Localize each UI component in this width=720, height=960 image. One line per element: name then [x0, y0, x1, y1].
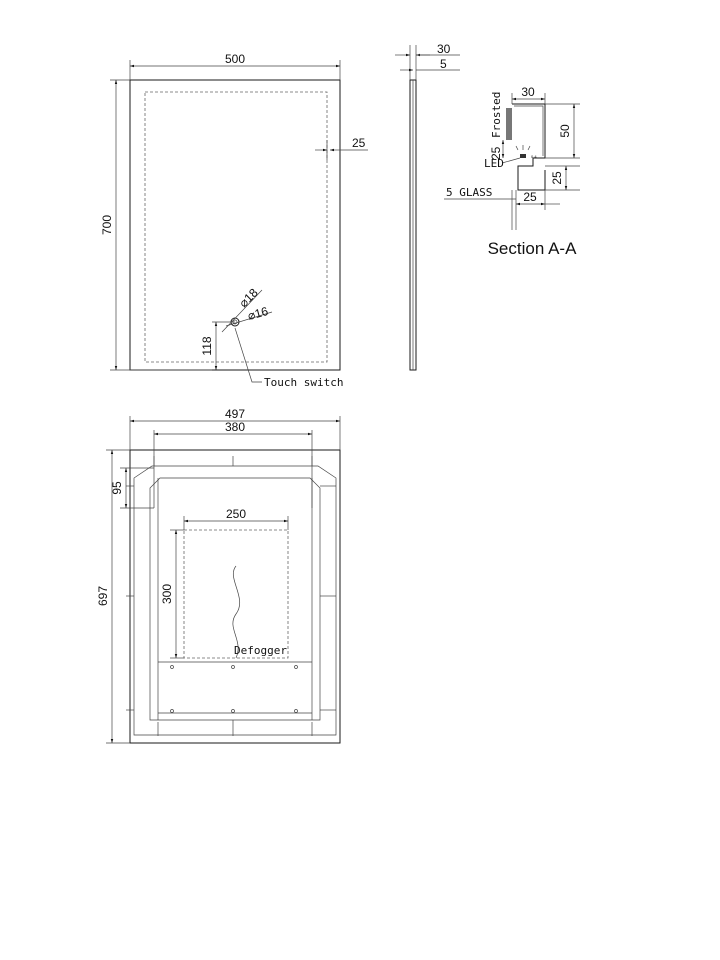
dim-edge-label: 25: [352, 136, 366, 150]
frame-profile: [512, 104, 545, 190]
defogger-label: Defogger: [234, 644, 287, 657]
step-height-label: 25: [550, 171, 564, 185]
outer-width-label: 497: [224, 407, 246, 421]
pad-width-label: 250: [225, 507, 247, 521]
glass-label: 5 GLASS: [446, 186, 493, 199]
side-thickness-label: 30: [437, 42, 451, 56]
small-dim-label: 0.4: [531, 154, 537, 159]
switch-offset-label: 118: [200, 336, 214, 356]
section-height-label: 50: [558, 124, 572, 138]
outer-height-label: 697: [96, 585, 110, 607]
led-icon: [520, 154, 526, 158]
led-label: LED: [484, 157, 504, 170]
side-view: [395, 42, 460, 370]
dim-width-label: 500: [224, 52, 246, 66]
step-width-label: 25: [523, 190, 537, 204]
side-glass-label: 5: [440, 57, 447, 71]
front-view: [100, 52, 368, 389]
dim-height-label: 700: [100, 214, 114, 236]
inner-width-label: 380: [224, 420, 246, 434]
back-view: [96, 407, 340, 743]
switch-outer-label: ⌀18: [236, 285, 261, 311]
switch-inner-label: ⌀16: [246, 304, 270, 323]
section-width-label: 30: [521, 85, 535, 99]
frosted-strip: [506, 108, 512, 140]
top-offset-label: 95: [110, 481, 124, 495]
section-a-a: [444, 85, 580, 258]
section-title: Section A-A: [487, 239, 577, 258]
frosted-label: Frosted: [490, 91, 503, 138]
touch-switch-label: Touch switch: [264, 376, 344, 389]
led-offset-label: 25: [489, 146, 503, 160]
pad-height-label: 300: [160, 583, 174, 605]
frosted-band: [145, 92, 327, 362]
defogger-pad: [184, 530, 288, 658]
